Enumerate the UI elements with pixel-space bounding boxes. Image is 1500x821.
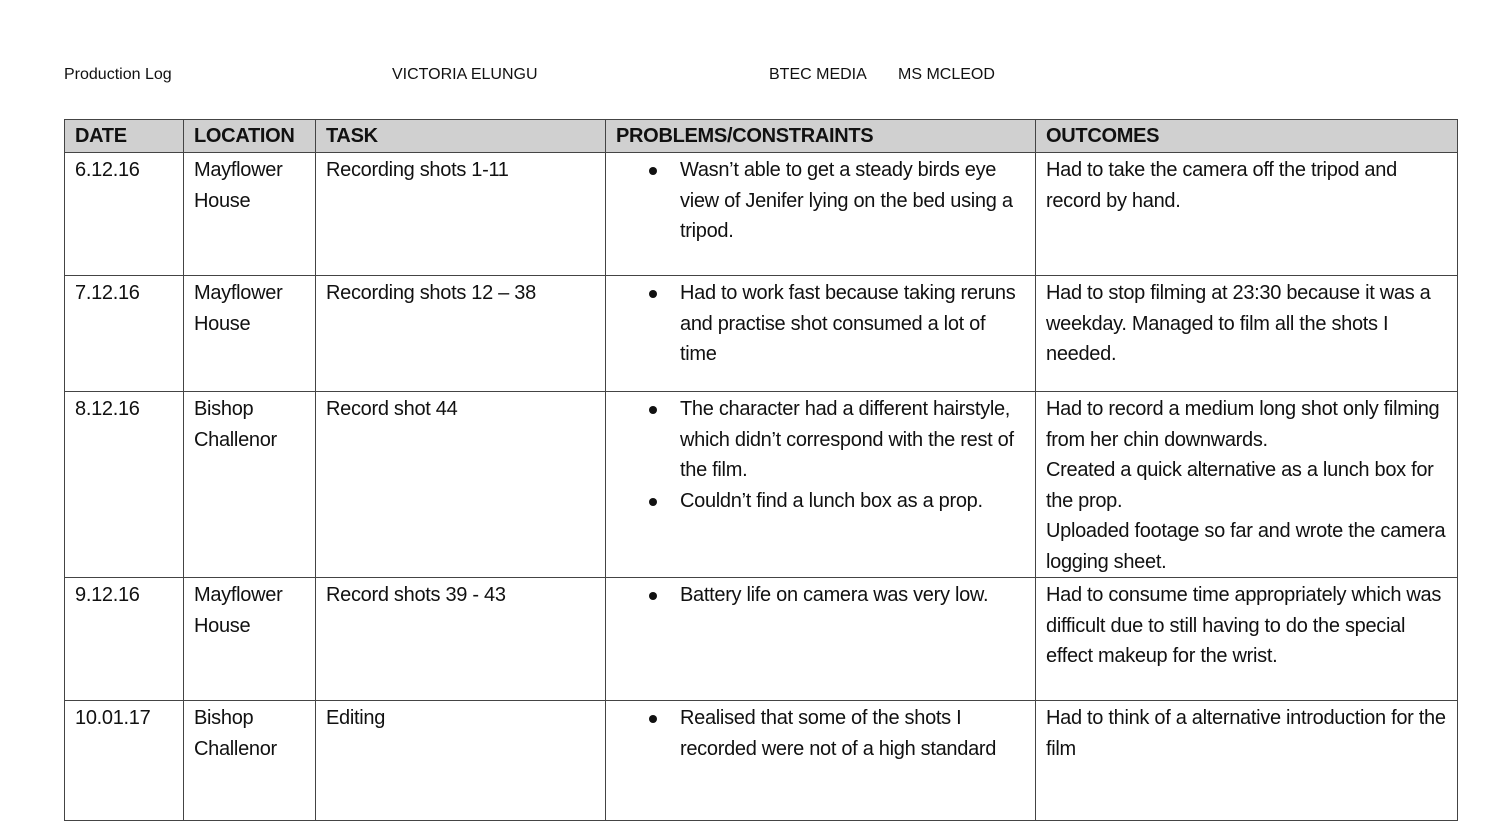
outcomes-cell: [1036, 153, 1458, 276]
date-cell: 9.12.16: [65, 578, 184, 701]
task-cell: Editing: [316, 701, 606, 821]
outcome-text: Had to record a medium long shot only filming from her chin downwards.: [1046, 398, 1440, 451]
problems-cell: [606, 153, 1036, 276]
location-cell: Mayflower House: [184, 578, 316, 701]
table-row: [65, 153, 1458, 276]
problems-list: [616, 278, 1025, 370]
outcome-text: Had to consume time appropriately which was difficult due to still having to do the special effect makeup for the wrist.: [1046, 584, 1442, 667]
course-name: BTEC MEDIA: [769, 66, 867, 83]
problems-list: [616, 703, 1025, 764]
task-cell: Recording shots 12 – 38: [316, 276, 606, 392]
problems-cell: [606, 276, 1036, 392]
outcomes-cell: [1036, 701, 1458, 821]
problem-item: The character had a different hairstyle, which didn’t correspond with the rest of the film.: [680, 394, 1025, 486]
table-row: [65, 701, 1458, 821]
outcome-text: Created a quick alternative as a lunch box for the prop.: [1046, 459, 1434, 512]
problems-cell: [606, 392, 1036, 578]
student-name: VICTORIA ELUNGU: [392, 66, 538, 83]
problem-item: Had to work fast because taking reruns and practise shot consumed a lot of time: [680, 278, 1025, 370]
outcomes-cell: [1036, 392, 1458, 578]
outcome-text: Had to take the camera off the tripod and record by hand.: [1046, 159, 1397, 212]
task-cell: Recording shots 1-11: [316, 153, 606, 276]
outcome-text: Uploaded footage so far and wrote the camera logging sheet.: [1046, 520, 1446, 573]
column-header-date: DATE: [65, 120, 184, 153]
column-header-problems: PROBLEMS/CONSTRAINTS: [606, 120, 1036, 153]
teacher-name: MS MCLEOD: [898, 66, 995, 83]
column-header-outcomes: OUTCOMES: [1036, 120, 1458, 153]
table-header-row: [65, 120, 1458, 153]
location-cell: Bishop Challenor: [184, 392, 316, 578]
location-cell: Mayflower House: [184, 276, 316, 392]
task-cell: Record shots 39 - 43: [316, 578, 606, 701]
problem-item: Couldn’t find a lunch box as a prop.: [680, 486, 1025, 517]
problems-list: [616, 394, 1025, 516]
problem-item: Realised that some of the shots I recorded were not of a high standard: [680, 703, 1025, 764]
document-title: Production Log: [64, 66, 172, 83]
outcome-text: Had to stop filming at 23:30 because it was a weekday. Managed to film all the shots I needed.: [1046, 282, 1431, 365]
column-header-location: LOCATION: [184, 120, 316, 153]
task-cell: Record shot 44: [316, 392, 606, 578]
problems-list: [616, 580, 1025, 611]
date-cell: 7.12.16: [65, 276, 184, 392]
date-cell: 10.01.17: [65, 701, 184, 821]
column-header-task: TASK: [316, 120, 606, 153]
problems-list: [616, 155, 1025, 247]
table-row: [65, 578, 1458, 701]
location-cell: Bishop Challenor: [184, 701, 316, 821]
table-row: [65, 392, 1458, 578]
outcome-text: Had to think of a alternative introduction for the film: [1046, 707, 1446, 760]
problems-cell: [606, 701, 1036, 821]
table-row: [65, 276, 1458, 392]
date-cell: 6.12.16: [65, 153, 184, 276]
problem-item: Battery life on camera was very low.: [680, 580, 1025, 611]
outcomes-cell: [1036, 276, 1458, 392]
date-cell: 8.12.16: [65, 392, 184, 578]
production-log-table: [64, 119, 1458, 821]
problem-item: Wasn’t able to get a steady birds eye view of Jenifer lying on the bed using a tripod.: [680, 155, 1025, 247]
location-cell: Mayflower House: [184, 153, 316, 276]
problems-cell: [606, 578, 1036, 701]
outcomes-cell: [1036, 578, 1458, 701]
